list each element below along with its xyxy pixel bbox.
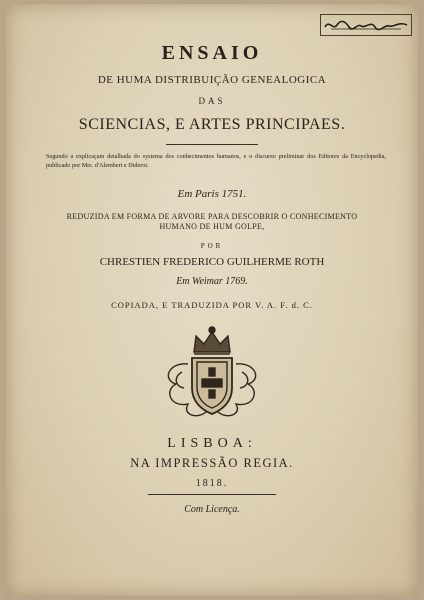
weimar-date: Em Weimar 1769. bbox=[176, 276, 248, 287]
reduzida-text: REDUZIDA EM FORMA DE ARVORE PARA DESCOBRIR O CONHECIMENTO HUMANO DE HUM GOLPE, bbox=[66, 212, 358, 231]
title: ENSAIO bbox=[161, 42, 263, 64]
subtitle-das: DAS bbox=[198, 96, 226, 106]
royal-coat-of-arms bbox=[148, 324, 276, 429]
divider-rule bbox=[166, 144, 258, 145]
ownership-signature bbox=[320, 14, 412, 36]
subtitle-line1: DE HUMA DISTRIBUIÇÃO GENEALOGICA bbox=[97, 74, 327, 86]
translator-credit: COPIADA, E TRADUZIDA POR V. A. F. d. C. bbox=[111, 300, 313, 310]
licence-note: Com Licença. bbox=[184, 504, 240, 515]
paris-date: Em Paris 1751. bbox=[177, 188, 247, 200]
subtitle-line2: SCIENCIAS, E ARTES PRINCIPAES. bbox=[78, 116, 346, 133]
title-page bbox=[6, 4, 418, 596]
imprint-rule bbox=[148, 494, 276, 495]
imprint-year: 1818. bbox=[195, 478, 229, 489]
author-name: CHRESTIEN FREDERICO GUILHERME ROTH bbox=[99, 256, 325, 268]
description: Segundo a explicaçam detalhada do systema dos conhecimentos humanos, e o discurso preliminar dos Editores da Encyclopedia, publicado por Mrs. d'Alembert e Diderot. bbox=[46, 153, 386, 169]
imprint-printer: NA IMPRESSÃO REGIA. bbox=[130, 456, 294, 470]
por-label: POR bbox=[200, 242, 224, 250]
imprint-city: LISBOA: bbox=[167, 436, 257, 451]
